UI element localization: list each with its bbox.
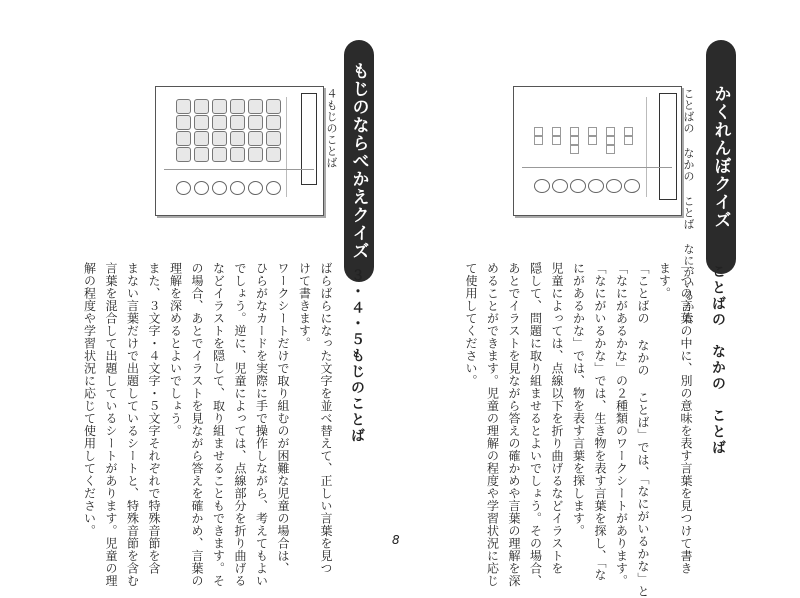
worksheet-title-box — [659, 93, 677, 200]
worksheet-title-box — [301, 93, 317, 185]
paragraph-line: の場合、あとでイラストを見ながら答えを確かめ、言葉の — [190, 262, 204, 587]
paragraph-line: 隠して、問題に取り組ませるとよいでしょう。その場合、 — [528, 262, 543, 587]
paragraph-line: にがあるかな」では、物を表す言葉を探します。 — [571, 262, 586, 537]
paragraph-line: などイラストを隠して、取り組ませることもできます。そ — [211, 262, 226, 587]
paragraph-line: でしょう。逆に、児童によっては、点線部分を折り曲げる — [233, 262, 247, 587]
paragraph-line: 「ことばの なかの ことば」では、「なにがいるかな」と — [636, 262, 650, 598]
left-section-heading: もじのならべかえクイズ — [344, 40, 374, 282]
paragraph-line: 理解を深めるとよいでしょう。 — [168, 262, 183, 437]
paragraph-line: 児童によっては、点線以下を折り曲げるなどイラストを — [550, 262, 564, 575]
paragraph-line: 一つの言葉の中に、別の意味を表す言葉を見つけて書き — [679, 262, 693, 575]
right-section-heading: かくれんぼクイズ — [706, 40, 736, 274]
right-worksheet-caption: ことばの なかの ことば なにがいるかな — [682, 88, 695, 324]
left-section-subtitle: ３・４・５もじのことば — [349, 268, 365, 444]
paragraph-line: 解の程度や学習状況に応じて使用してください。 — [82, 262, 97, 537]
paragraph-line: 言葉を混合して出題しているシートがあります。児童の理 — [104, 262, 118, 587]
paragraph-line: けて書きます。 — [297, 262, 312, 350]
paragraph-line: ひらがなカードを実際に手で操作しながら、考えてもよい — [254, 262, 269, 587]
paragraph-line: また、３文字・４文字・５文字それぞれで特殊音節を含 — [147, 262, 161, 575]
left-worksheet-thumbnail — [155, 86, 324, 216]
left-section-body — [82, 262, 336, 587]
paragraph-line: まない言葉だけで出題しているシートと、特殊音節を含む — [125, 262, 140, 587]
paragraph-line: て使用してください。 — [464, 262, 478, 387]
paragraph-line: ます。 — [657, 262, 672, 300]
paragraph-line: 「なにがいるかな」では、生き物を表す言葉を探し、「な — [593, 262, 607, 581]
paragraph-line: めることができます。児童の理解の程度や学習状況に応じ — [485, 262, 500, 587]
right-section-body — [464, 262, 696, 598]
paragraph-line: あとでイラストを見ながら答えの確かめや言葉の理解を深 — [507, 262, 521, 587]
right-section-subtitle: ことばの なかの ことば — [710, 264, 726, 456]
paragraph-line: ばらばらになった文字を並べ替えて、正しい言葉を見つ — [319, 262, 333, 575]
left-worksheet-caption: ４もじのことば — [325, 88, 338, 169]
page-number: 8 — [392, 533, 400, 547]
right-worksheet-thumbnail — [513, 86, 682, 216]
paragraph-line: ワークシートだけで取り組むのが困難な児童の場合は、 — [276, 262, 290, 575]
paragraph-line: 「なにがあるかな」の２種類のワークシートがあります。 — [614, 262, 629, 587]
